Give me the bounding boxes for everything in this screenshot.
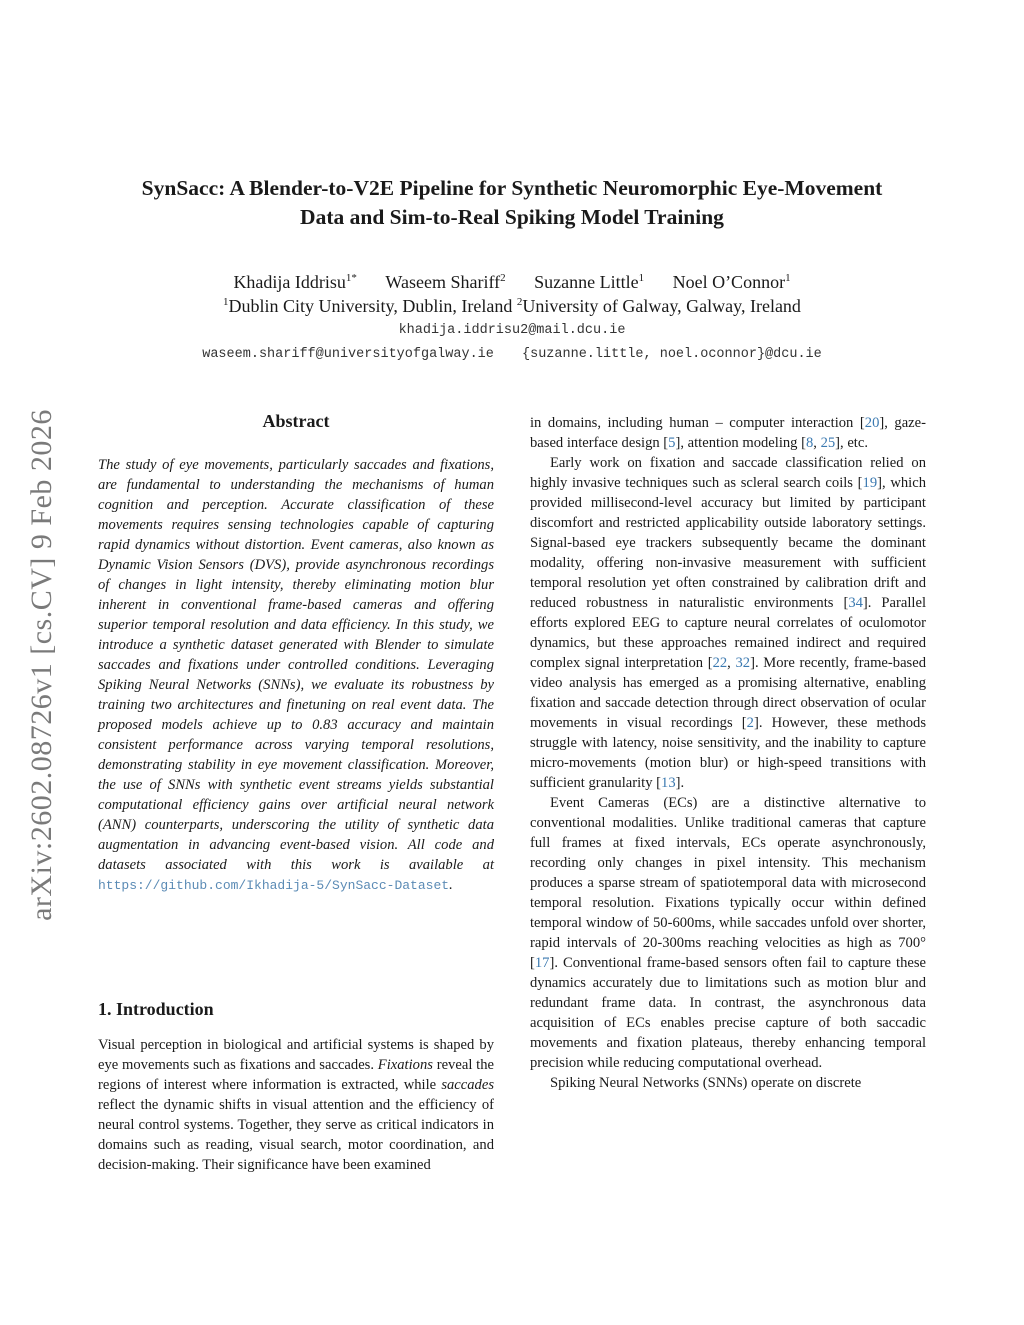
citation-link[interactable]: 19 — [862, 475, 878, 491]
citation-link[interactable]: 25 — [820, 435, 836, 451]
introduction-paragraph: Visual perception in biological and artificial systems is shaped by eye movements such as fixations and saccades. Fixations reveal the regions of interest where information is extracted, while saccades reflect the dynamic shifts in visual attention and the efficiency of neural control systems. Together, they serve as critical indicators in domains such as reading, visual search, motor coordination, and decision-making. Their significance have been examined — [98, 1037, 494, 1173]
paper-title — [60, 174, 964, 232]
abstract-text: The study of eye movements, particularly saccades and fixations, are fundamental to understanding the mechanisms of human cognition and perception. Accurate classification of these movements requires sensing technologies capable of capturing rapid dynamics without distortion. Event cameras, also known as Dynamic Vision Sensors (DVS), provide asynchronous recordings of changes in light intensity, thereby eliminating motion blur inherent in conventional frame-based cameras and offering superior temporal resolution and data efficiency. In this study, we introduce a synthetic dataset generated with Blender to simulate saccades and fixations under controlled conditions. Leveraging Spiking Neural Networks (SNNs), we evaluate its robustness by training two architectures and finetuning on real event data. The proposed models achieve up to 0.83 accuracy and maintain consistent performance across varying temporal resolutions, demonstrating stability in eye movement classification. Moreover, the use of SNNs with synthetic event streams yields substantial computational efficiency gains over artificial neural network (ANN) counterparts, underscoring the utility of synthetic data augmentation in advancing event-based vision. All code and datasets associated with this work is available at — [98, 457, 494, 873]
email-group: {suzanne.little, noel.oconnor}@dcu.ie — [522, 347, 822, 362]
citation-link[interactable]: 34 — [848, 595, 863, 611]
email-shariff: waseem.shariff@universityofgalway.ie — [202, 347, 494, 362]
author: Suzanne Little$^1$ — [534, 272, 645, 292]
email-line-2 — [60, 345, 964, 365]
paragraph: Spiking Neural Networks (SNNs) operate on discrete — [550, 1075, 862, 1091]
citation-link[interactable]: 8 — [805, 435, 814, 451]
github-link[interactable]: https://github.com/Ikhadija-5/SynSacc-Dataset — [98, 878, 450, 893]
citation-link[interactable]: 13 — [661, 775, 676, 791]
author: Khadija Iddrisu$^{1*}$ — [233, 272, 357, 292]
affiliation-1: Dublin City University, Dublin, Ireland — [228, 296, 513, 316]
arxiv-identifier: arXiv:2602.08726v1 [cs.CV] 9 Feb 2026 — [25, 409, 58, 921]
section-heading-introduction: 1. Introduction — [98, 999, 214, 1019]
email-line-1: khadija.iddrisu2@mail.dcu.ie — [398, 323, 626, 338]
citation-link[interactable]: 5 — [668, 435, 676, 451]
title-line-1: SynSacc: A Blender-to-V2E Pipeline for Synthetic Neuromorphic Eye-Movement — [141, 176, 883, 200]
affiliation-2: University of Galway, Galway, Ireland — [522, 296, 801, 316]
title-line-2: Data and Sim-to-Real Spiking Model Training — [300, 205, 724, 229]
citation-link[interactable]: 20 — [864, 415, 880, 431]
right-column-body — [530, 413, 926, 1093]
author: Waseem Shariff$^2$ — [385, 272, 506, 292]
citation-link[interactable]: 2 — [746, 715, 754, 731]
citation-link[interactable]: 22 — [712, 655, 728, 671]
abstract-heading: Abstract — [262, 411, 330, 431]
citation-link[interactable]: 17 — [534, 955, 550, 971]
paragraph: in domains, including human – computer interaction [20], gaze-based interface design [5], attention modeling [8, 25], etc. — [530, 415, 926, 451]
author: Noel O’Connor$^1$ — [672, 272, 791, 292]
author-list — [60, 270, 964, 294]
paragraph: Event Cameras (ECs) are a distinctive alternative to conventional modalities. Unlike traditional cameras that capture full frames at fixed intervals, ECs operate asynchronously, recording only changes in pixel intensity. This mechanism produces a sparse stream of spatiotemporal data with microsecond temporal resolution. Fixations typically occur within defined temporal window of 50-600ms, while saccades unfold over shorter, rapid intervals of 20-300ms reaching velocities as high as 700° [17]. Conventional frame-based sensors often fail to capture these dynamics accurately due to limitations such as motion blur and redundant frame data. In contrast, the asynchronous data acquisition of ECs enables precise capture of both saccadic movements and fixation plateaus, thereby enhancing temporal precision while reducing computational overhead. — [530, 795, 926, 1071]
citation-link[interactable]: 32 — [735, 655, 751, 671]
paragraph: Early work on fixation and saccade classification relied on highly invasive techniques such as scleral search coils [19], which provided millisecond-level accuracy but limited by participant discomfort and restricted applicability outside laboratory settings. Signal-based eye trackers subsequently became the dominant modality, offering non-invasive measurement with sufficient temporal resolution yet often constrained by calibration drift and reduced robustness in naturalistic environments [34]. Parallel efforts explored EEG to capture neural correlates of oculomotor dynamics, but these approaches remained indirect and required complex signal interpretation [22, 32]. More recently, frame-based video analysis has emerged as a promising alternative, enabling fixation and saccade detection through direct observation of ocular movements in visual recordings [2]. However, these methods struggle with latency, noise sensitivity, and the inability to capture micro-movements (motion blur) or high-speed transitions with sufficient granularity [13]. — [530, 455, 927, 791]
abstract-body: The study of eye movements, particularly saccades and fixations, are fundamental to understanding the mechanisms of human cognition and perception. Accurate classification of these movements requires sensing technologies capable of capturing rapid dynamics without distortion. Event cameras, also known as Dynamic Vision Sensors (DVS), provide asynchronous recordings of changes in light intensity, thereby eliminating motion blur inherent in conventional frame-based cameras and offering superior temporal resolution and data efficiency. In this study, we introduce a synthetic dataset generated with Blender to simulate saccades and fixations under controlled conditions. Leveraging Spiking Neural Networks (SNNs), we evaluate its robustness by training two architectures and finetuning on real event data. The proposed models achieve up to 0.83 accuracy and maintain consistent performance across varying temporal resolutions, demonstrating stability in eye movement classification. Moreover, the use of SNNs with synthetic event streams yields substantial computational efficiency gains over artificial neural network (ANN) counterparts, underscoring the utility of synthetic data augmentation in advancing event-based vision. All code and datasets associated with this work is available at https://github.com/Ikhadija-5/SynSacc-Dataset. — [98, 457, 494, 893]
affiliations: $^1$Dublin City University, Dublin, Ireland $^2$University of Galway, Galway, Ireland — [223, 296, 801, 316]
